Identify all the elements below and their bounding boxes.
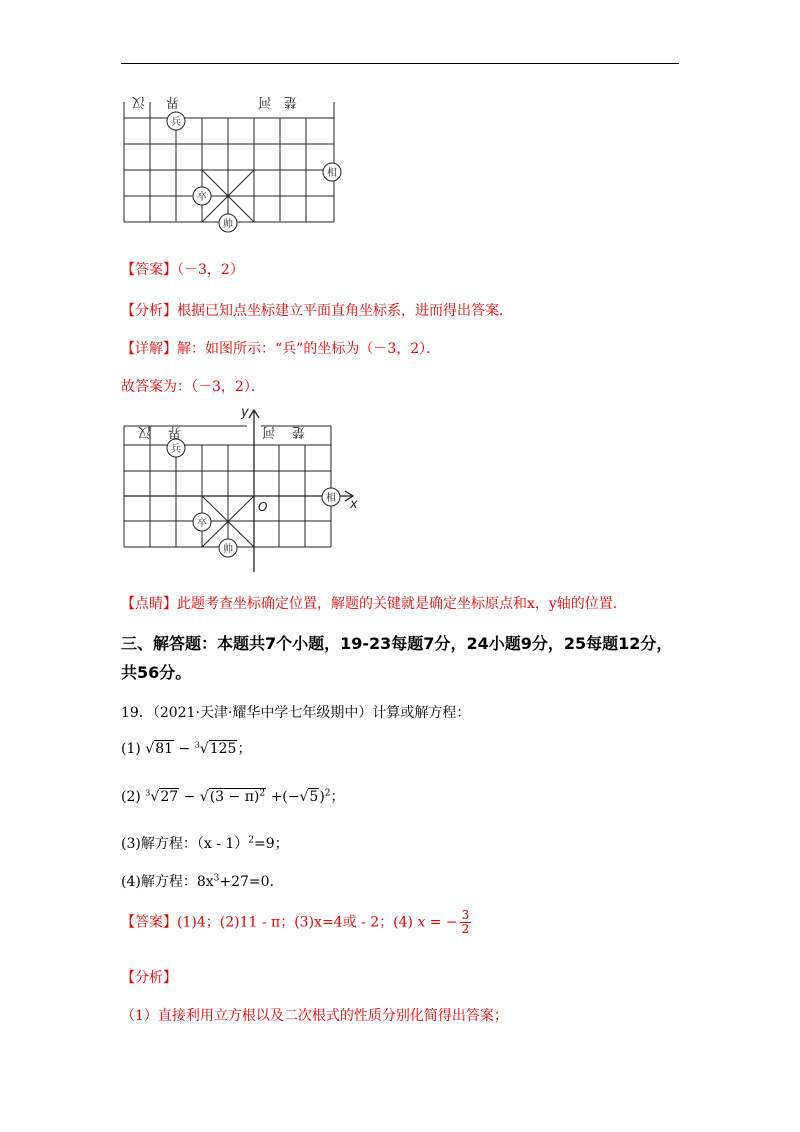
root-index: 3 [194,740,200,750]
board-top-text: 汉 [137,424,151,439]
part-label: (2) [121,789,141,805]
analysis-tag-line-2: 【分析】 [121,970,177,986]
question-19-part-2 [121,786,345,806]
analysis-text-line-2: （1）直接利用立方根以及二次根式的性质分别化简得出答案； [121,1008,508,1024]
board-top-text: 楚 [283,94,297,109]
answer-tag: 【答案】 [121,262,177,278]
chess-piece-shuai: 帅 [223,219,233,230]
origin-label: O [258,500,268,514]
plus-open: +(− [270,789,300,805]
cbrt-expression: $^3$√27 [145,788,179,805]
equation-text: 解方程：（x - 1） [140,836,249,852]
sqrt-expression: √81 [145,741,174,757]
fraction-numerator: 3 [461,908,470,922]
chess-board-figure-2 [121,404,371,574]
board-top-text: 界 [167,424,181,439]
answer-line-2 [121,909,471,936]
answer-fraction [460,909,472,936]
x-axis-label: x [350,497,358,512]
answer-text: (1)4；(2)11 - π；(3)x=4或 - 2；(4) [177,914,413,931]
answer-tag: 【答案】 [121,914,177,931]
board-top-text: 河 [257,94,271,109]
comment-text: 此题考查坐标确定位置，解题的关键就是确定坐标原点和x，y轴的位置． [177,596,627,612]
detail-line [121,338,440,358]
cbrt-expression: $^3$√125 [194,740,237,757]
comment-line [121,593,627,613]
sqrt-expression: √5 [299,789,319,805]
comment-tag: 【点睛】 [121,596,177,612]
chess-piece-bing: 兵 [171,117,181,128]
chess-piece-shuai: 帅 [223,544,233,555]
answer-math [417,915,457,931]
question-19-part-4 [121,871,284,891]
cbrt-radicand: 27 [160,789,179,805]
exponent: 2 [248,835,255,846]
exponent: 3 [213,873,220,884]
analysis-line [121,300,513,320]
part-label: (1) [121,741,141,757]
equation-text: 解方程：8x [140,874,214,890]
sqrt-expression: $√(3 - \pi)^2$ [199,788,266,805]
punctuation: ； [237,741,252,757]
equation-rest: +27=0． [219,874,284,890]
analysis-text: 根据已知点坐标建立平面直角坐标系，进而得出答案． [177,303,513,319]
equation-rest: =9； [254,836,289,852]
chess-piece-zu: 卒 [197,192,207,203]
root-index: 3 [145,788,151,798]
chess-piece-xiang: 相 [326,493,336,504]
sqrt-radicand: (3 − π) [209,789,260,805]
answer-line [121,259,244,279]
board-top-text: 河 [261,424,275,439]
chess-piece-bing: 兵 [171,444,181,455]
y-axis-label: y [241,405,249,420]
chess-piece-xiang: 相 [327,168,337,179]
part-label: (4) [121,874,141,890]
header-rule [121,63,679,64]
minus-sign: − [178,741,191,757]
fraction-denominator: 2 [461,922,470,936]
exponent: 2 [259,788,266,799]
conclusion-line: 故答案为：（－3，2）． [121,379,265,395]
minus-sign: − [183,789,196,805]
chess-piece-zu: 卒 [197,518,207,529]
sqrt-radicand: 81 [155,741,174,757]
answer-x-equals: x = − [417,914,458,931]
detail-text: 解：如图所示：“兵”的坐标为（－3，2）． [177,341,441,357]
sqrt-radicand: 5 [309,789,319,805]
section-heading-line-2: 共56分。 [121,663,192,682]
question-19-part-3 [121,833,289,853]
board-top-text: 楚 [291,424,305,439]
answer-text: （－3，2） [177,262,244,278]
part-label: (3) [121,836,141,852]
board-top-text: 界 [165,94,179,109]
board-top-text: 汉 [131,94,145,109]
question-19-stem: 19．（2021·天津·耀华中学七年级期中）计算或解方程： [121,705,471,721]
exponent: 2 [324,788,331,799]
detail-tag: 【详解】 [121,341,177,357]
analysis-tag: 【分析】 [121,303,177,319]
punctuation: ； [330,789,345,805]
chess-board-figure-1 [121,92,351,242]
paren-close: ) [319,789,325,805]
question-19-part-1 [121,738,251,758]
section-heading-line-1: 三、解答题：本题共7个小题，19-23每题7分，24小题9分，25每题12分， [121,634,673,653]
cbrt-radicand: 125 [209,741,237,757]
